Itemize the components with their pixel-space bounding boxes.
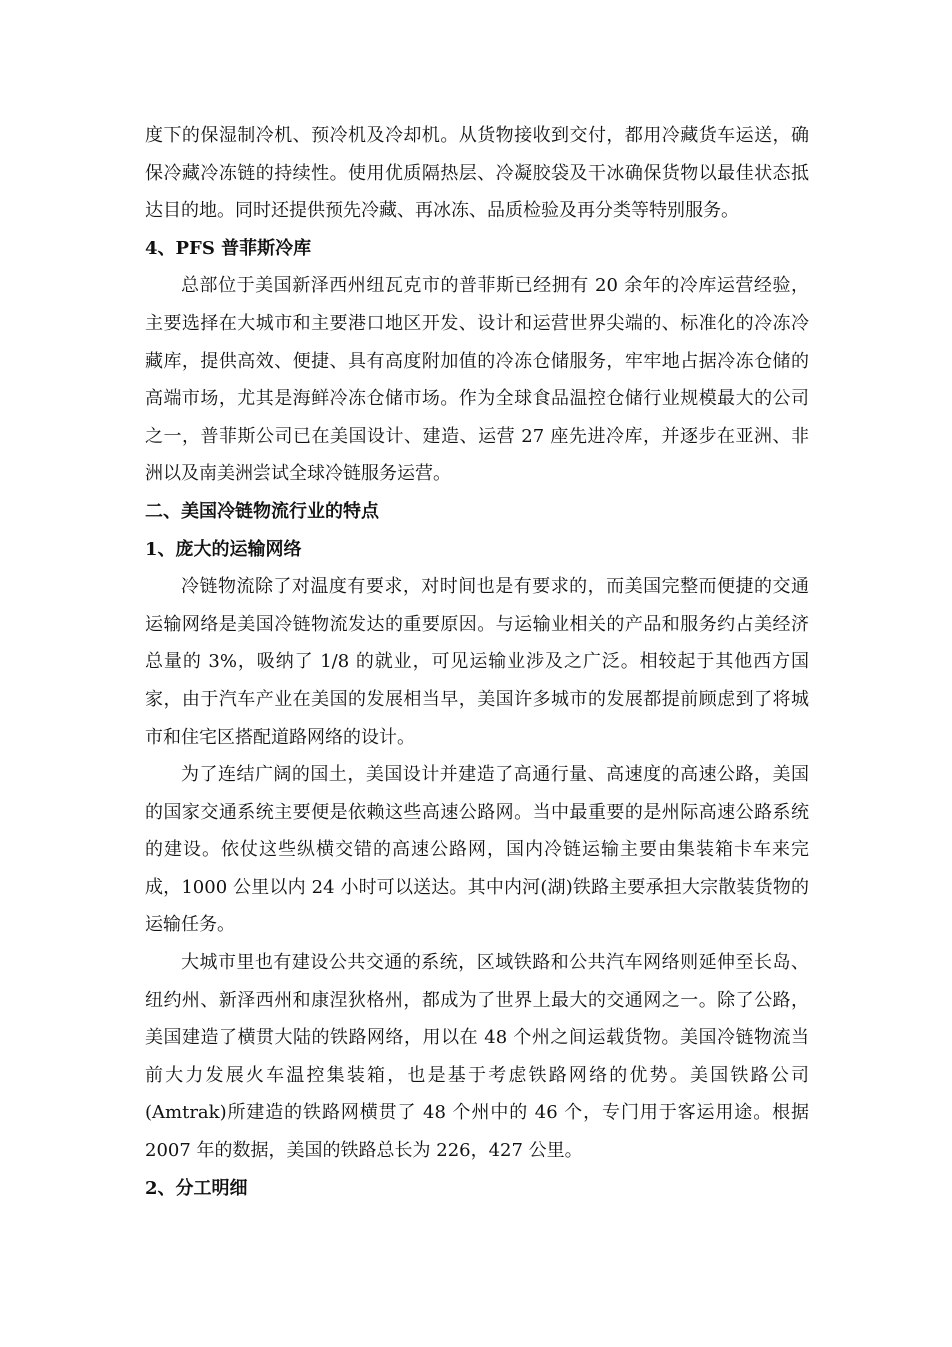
- paragraph-highway-system: 为了连结广阔的国土，美国设计并建造了高通行量、高速度的高速公路，美国的国家交通系统主要便是依赖这些高速公路网。当中最重要的是州际高速公路系统的建设。依仗这些纵横交错的高速公路网，国内冷链运输主要由集装箱卡车来完成，1000 公里以内 24 小时可以送达。其中内河(湖)铁路主要承担大宗散装货物的运输任务。: [145, 764, 809, 936]
- heading-division-of-labor: 2、分工明细: [145, 1177, 248, 1199]
- paragraph-pfs-description: 总部位于美国新泽西州纽瓦克市的普菲斯已经拥有 20 余年的冷库运营经验，主要选择在大城市和主要港口地区开发、设计和运营世界尖端的、标准化的冷冻冷藏库，提供高效、便捷、具有高度附加值的冷冻仓储服务，牢牢地占据冷冻仓储的高端市场，尤其是海鲜冷冻仓储市场。作为全球食品温控仓储行业规模最大的公司之一，普菲斯公司已在美国设计、建造、运营 27 座先进冷库，并逐步在亚洲、非洲以及南美洲尝试全球冷链服务运营。: [145, 275, 809, 485]
- heading-pfs-cold-storage: 4、PFS 普菲斯冷库: [145, 237, 312, 259]
- document-page: [145, 117, 809, 1207]
- paragraph-intro-continuation: 度下的保湿制冷机、预冷机及冷却机。从货物接收到交付，都用冷藏货车运送，确保冷藏冷冻链的持续性。使用优质隔热层、冷凝胶袋及干冰确保货物以最佳状态抵达目的地。同时还提供预先冷藏、再冰冻、品质检验及再分类等特别服务。: [145, 125, 809, 222]
- heading-transport-network: 1、庞大的运输网络: [145, 538, 302, 560]
- heading-section-two: 二、美国冷链物流行业的特点: [145, 500, 379, 522]
- paragraph-rail-network: 大城市里也有建设公共交通的系统，区域铁路和公共汽车网络则延伸至长岛、纽约州、新泽西州和康涅狄格州，都成为了世界上最大的交通网之一。除了公路，美国建造了横贯大陆的铁路网络，用以在 48 个州之间运载货物。美国冷链物流当前大力发展火车温控集装箱，也是基于考虑铁路网络的优势。美国铁路公司(Amtrak)所建造的铁路网横贯了 48 个州中的 46 个，专门用于客运用途。根据 2007 年的数据，美国的铁路总长为 226，427 公里。: [145, 952, 809, 1162]
- paragraph-transport-importance: 冷链物流除了对温度有要求，对时间也是有要求的，而美国完整而便捷的交通运输网络是美国冷链物流发达的重要原因。与运输业相关的产品和服务约占美经济总量的 3%，吸纳了 1/8 的就业，可见运输业涉及之广泛。相较起于其他西方国家，由于汽车产业在美国的发展相当早，美国许多城市的发展都提前顾虑到了将城市和住宅区搭配道路网络的设计。: [145, 576, 809, 748]
